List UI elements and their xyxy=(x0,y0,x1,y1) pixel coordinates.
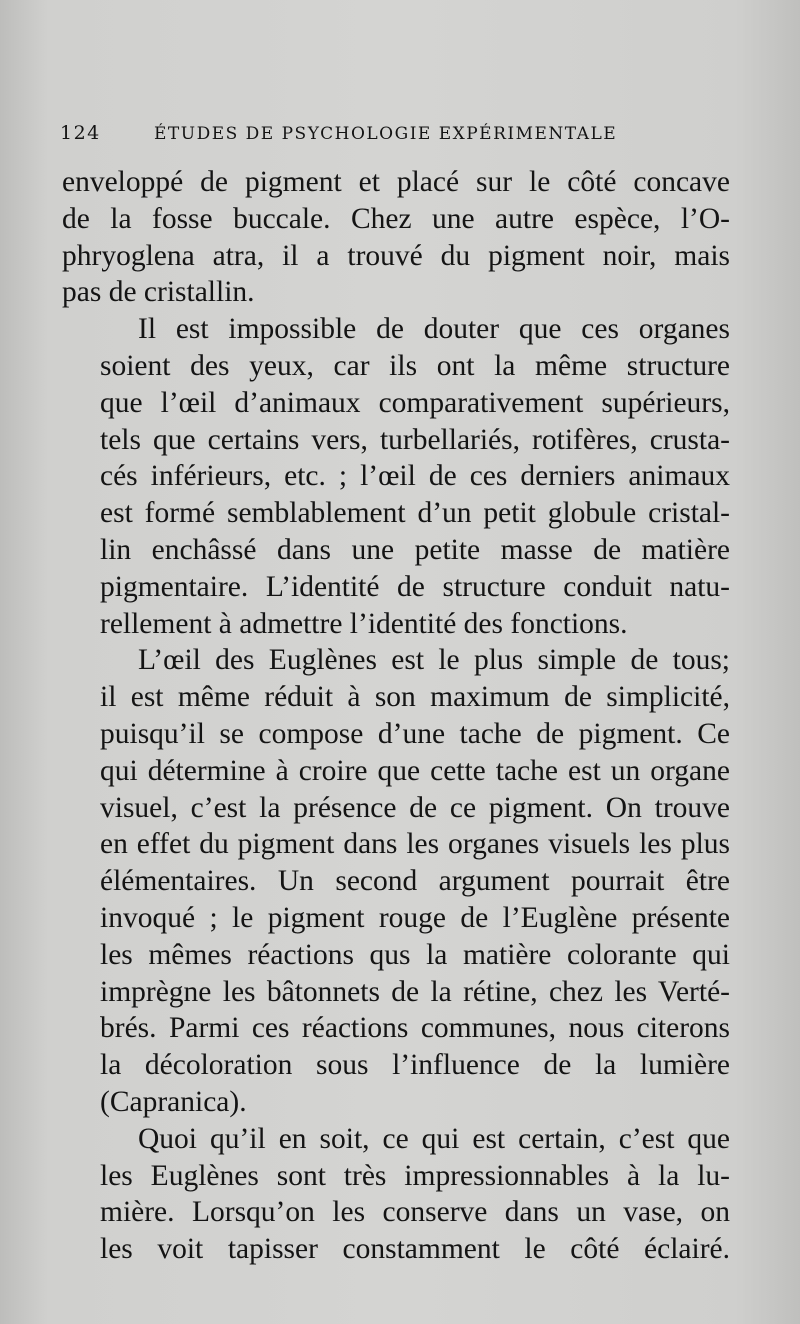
text-line: cés inférieurs, etc. ; l’œil de ces derniers animaux xyxy=(100,460,730,493)
text-line: en effet du pigment dans les organes visuels les plus xyxy=(100,828,730,861)
text-line: les voit tapisser constamment le côté éclairé. xyxy=(100,1233,730,1266)
page-header xyxy=(60,122,740,144)
text-line: que l’œil d’animaux comparativement supérieurs, xyxy=(100,386,730,419)
text-line: visuel, c’est la présence de ce pigment. On trouve xyxy=(100,791,730,824)
text-line: (Capranica). xyxy=(100,1085,247,1118)
text-line: pigmentaire. L’identité de structure conduit natu- xyxy=(100,570,730,603)
text-line: les mêmes réactions qus la matière colorante qui xyxy=(100,938,730,971)
text-line: Il est impossible de douter que ces organes xyxy=(138,313,730,346)
text-line: L’œil des Euglènes est le plus simple de tous; xyxy=(138,644,730,677)
text-line: élémentaires. Un second argument pourrait être xyxy=(100,865,730,898)
paragraph-4 xyxy=(62,1121,730,1268)
text-line: pas de cristallin. xyxy=(62,276,255,309)
running-title: ÉTUDES DE PSYCHOLOGIE EXPÉRIMENTALE xyxy=(154,124,618,144)
text-line: imprègne les bâtonnets de la rétine, chez les Verté- xyxy=(100,975,730,1008)
body-text xyxy=(62,164,730,1268)
page-number: 124 xyxy=(60,122,101,144)
text-line: les Euglènes sont très impressionnables à la lu- xyxy=(100,1159,730,1192)
text-line: de la fosse buccale. Chez une autre espèce, l’O- xyxy=(62,202,730,235)
text-line: phryoglena atra, il a trouvé du pigment noir, mais xyxy=(62,239,730,272)
text-line: puisqu’il se compose d’une tache de pigment. Ce xyxy=(100,717,730,750)
paragraph-2 xyxy=(62,311,730,642)
text-line: brés. Parmi ces réactions communes, nous citerons xyxy=(100,1012,730,1045)
text-line: enveloppé de pigment et placé sur le côté concave xyxy=(62,166,730,198)
text-line: la décoloration sous l’influence de la lumière xyxy=(100,1049,730,1082)
text-line: il est même réduit à son maximum de simplicité, xyxy=(100,681,730,714)
text-line: lin enchâssé dans une petite masse de matière xyxy=(100,533,730,566)
text-line: Quoi qu’il en soit, ce qui est certain, c’est que xyxy=(138,1122,730,1155)
text-line: soient des yeux, car ils ont la même structure xyxy=(100,349,730,382)
paragraph-1 xyxy=(62,164,730,311)
text-line: rellement à admettre l’identité des fonctions. xyxy=(100,607,628,640)
text-line: mière. Lorsqu’on les conserve dans un vase, on xyxy=(100,1196,730,1229)
text-line: qui détermine à croire que cette tache est un organe xyxy=(100,754,730,787)
text-line: invoqué ; le pigment rouge de l’Euglène présente xyxy=(100,901,730,934)
paragraph-3 xyxy=(62,642,730,1120)
text-line: est formé semblablement d’un petit globule cristal- xyxy=(100,497,730,530)
text-line: tels que certains vers, turbellariés, rotifères, crusta- xyxy=(100,423,730,456)
